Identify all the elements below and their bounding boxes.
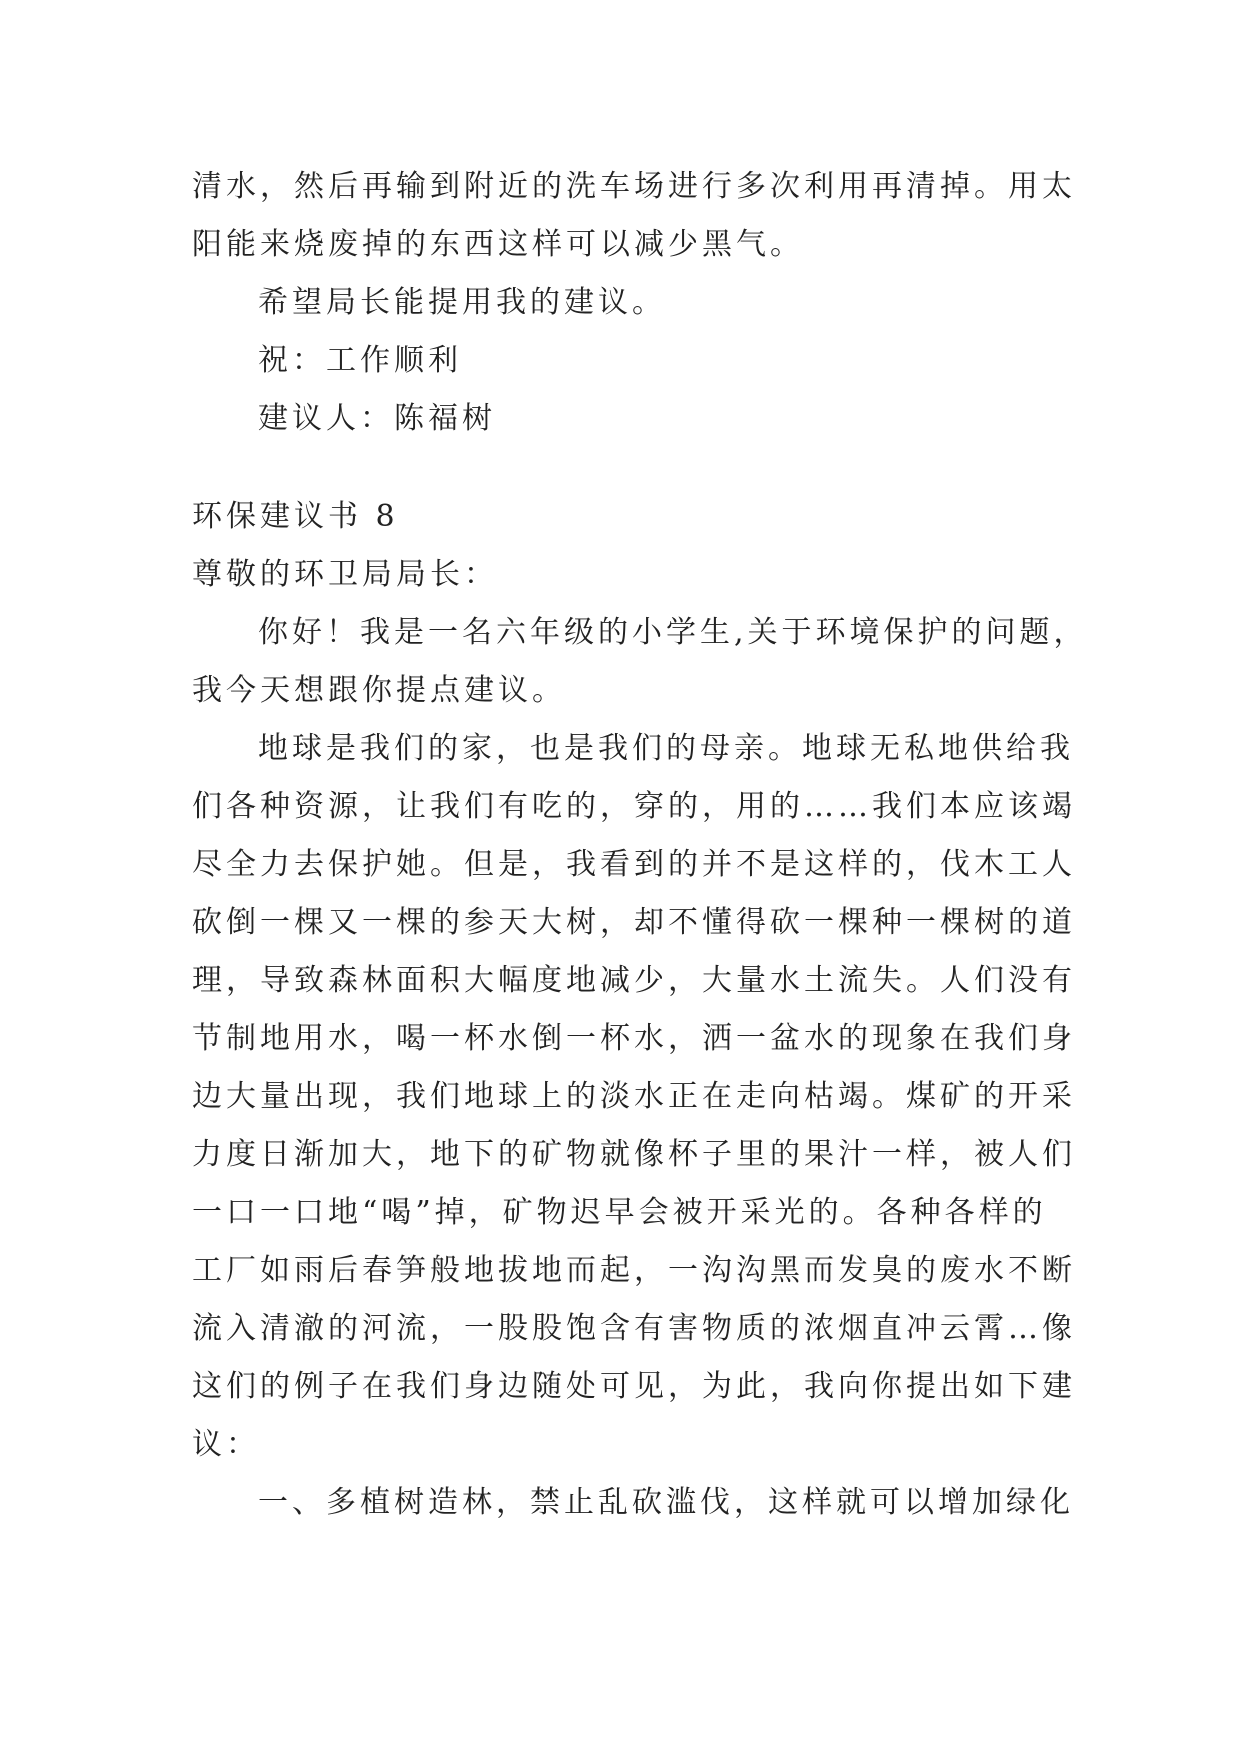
text-line: 力度日渐加大，地下的矿物就像杯子里的果汁一样，被人们 xyxy=(192,1137,1076,1172)
paragraph-greeting xyxy=(192,604,1088,720)
text-line: 阳能来烧废掉的东西这样可以减少黑气。 xyxy=(192,227,804,262)
signature-line: 建议人：陈福树 xyxy=(258,401,496,436)
document-page xyxy=(192,158,1088,1532)
paragraph-hope: 希望局长能提用我的建议。 xyxy=(258,285,666,320)
text-line: 流入清澈的河流，一股股饱含有害物质的浓烟直冲云霄…像 xyxy=(192,1311,1076,1346)
text-line: 工厂如雨后春笋般地拔地而起，一沟沟黑而发臭的废水不断 xyxy=(192,1253,1076,1288)
paragraph-suggestion-1: 一、多植树造林，禁止乱砍滥伐，这样就可以增加绿化 xyxy=(258,1485,1074,1520)
text-line: 边大量出现，我们地球上的淡水正在走向枯竭。煤矿的开采 xyxy=(192,1079,1076,1114)
salutation: 尊敬的环卫局局长： xyxy=(192,557,498,592)
paragraph-wish: 祝：工作顺利 xyxy=(258,343,462,378)
section-title: 环保建议书 8 xyxy=(192,499,399,534)
text-line: 议： xyxy=(192,1427,260,1462)
text-line: 这们的例子在我们身边随处可见，为此，我向你提出如下建 xyxy=(192,1369,1076,1404)
text-line: 清水，然后再输到附近的洗车场进行多次利用再清掉。用太 xyxy=(192,169,1076,204)
text-line: 地球是我们的家，也是我们的母亲。地球无私地供给我 xyxy=(258,731,1074,766)
text-line: 们各种资源，让我们有吃的，穿的，用的……我们本应该竭 xyxy=(192,789,1076,824)
text-line: 砍倒一棵又一棵的参天大树，却不懂得砍一棵种一棵树的道 xyxy=(192,905,1076,940)
text-line: 我今天想跟你提点建议。 xyxy=(192,673,566,708)
text-line: 尽全力去保护她。但是，我看到的并不是这样的，伐木工人 xyxy=(192,847,1076,882)
text-line: 节制地用水，喝一杯水倒一杯水，洒一盆水的现象在我们身 xyxy=(192,1021,1076,1056)
paragraph-continuation xyxy=(192,158,1076,274)
text-line: 一口一口地“喝”掉，矿物迟早会被开采光的。各种各样的 xyxy=(192,1195,1047,1230)
text-line: 理，导致森林面积大幅度地减少，大量水土流失。人们没有 xyxy=(192,963,1076,998)
text-line: 你好！我是一名六年级的小学生,关于环境保护的问题， xyxy=(258,615,1088,650)
paragraph-earth xyxy=(192,720,1076,1474)
